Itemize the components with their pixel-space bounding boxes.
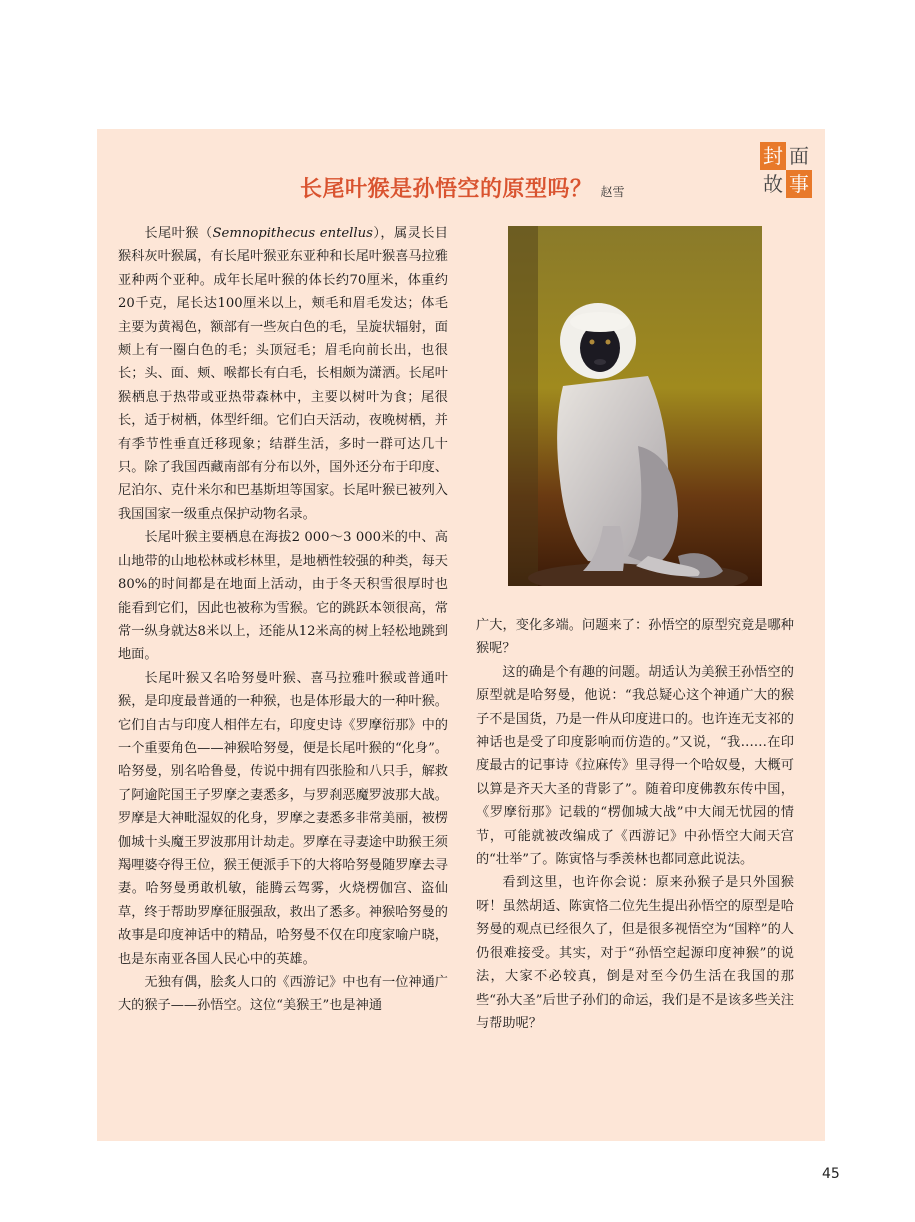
article-column-right bbox=[476, 614, 794, 1035]
article-column-left bbox=[118, 222, 448, 1018]
scientific-name: Semnopithecus entellus bbox=[212, 226, 373, 241]
monkey-illustration bbox=[508, 226, 762, 586]
article-author: 赵雪 bbox=[600, 185, 625, 199]
article-header bbox=[300, 172, 680, 208]
paragraph-5: 这的确是个有趣的问题。胡适认为美猴王孙悟空的原型就是哈努曼，他说：“我总疑心这个神通广大的猴子不是国货，乃是一件从印度进口的。也许连无支祁的神话也是受了印度影响而仿造的。”又说，“我……在印度最古的记事诗《拉麻传》里寻得一个哈奴曼，大概可以算是齐天大圣的背影了”。随着印度佛教东传中国，《罗摩衍那》记载的“楞伽城大战”中大闹无忧园的情节，可能就被改编成了《西游记》中孙悟空大闹天宫的“壮举”了。陈寅恪与季羡林也都同意此说法。 bbox=[476, 664, 794, 868]
paragraph-6: 看到这里，也许你会说：原来孙猴子是只外国猴呀！虽然胡适、陈寅恪二位先生提出孙悟空的原型是哈努曼的观点已经很久了，但是很多视悟空为“国粹”的人仍很难接受。其实，对于“孙悟空起源印度神猴”的说法，大家不必较真，倒是对至今仍生活在我国的那些“孙大圣”后世子孙们的命运，我们是不是该多些关注与帮助呢？ bbox=[476, 875, 794, 1031]
paragraph-1-body: ），属灵长目猴科灰叶猴属，有长尾叶猴亚东亚种和长尾叶猴喜马拉雅亚种两个亚种。成年长尾叶猴的体长约70厘米，体重约20千克，尾长达100厘米以上，颊毛和眉毛发达；体毛主要为黄褐色，额部有一些灰白色的毛，呈旋状辐射，面颊上有一圈白色的毛；头顶冠毛；眉毛向前长出，也很长；头、面、颊、喉都长有白毛，长相颇为潇洒。长尾叶猴栖息于热带或亚热带森林中，主要以树叶为食；尾很长，适于树栖，体型纤细。它们白天活动，夜晚树栖，并有季节性垂直迁移现象；结群生活，多时一群可达几十只。除了我国西藏南部有分布以外，国外还分布于印度、尼泊尔、克什米尔和巴基斯坦等国家。长尾叶猴已被列入我国国家一级重点保护动物名录。 bbox=[118, 226, 448, 522]
cover-story-badge bbox=[760, 142, 812, 198]
langur-photo bbox=[508, 226, 762, 586]
badge-char-1: 封 bbox=[760, 142, 786, 170]
paragraph-2: 长尾叶猴主要栖息在海拔2 000～3 000米的中、高山地带的山地松林或杉林里，是地栖性较强的种类，每天80%的时间都是在地面上活动，由于冬天积雪很厚时也能看到它们，因此也被称为雪猴。它的跳跃本领很高，常常一纵身就达8米以上，还能从12米高的树上轻松地跳到地面。 bbox=[118, 530, 448, 663]
badge-char-2: 面 bbox=[789, 144, 809, 168]
paragraph-4-continued: 广大，变化多端。问题来了：孙悟空的原型究竟是哪种猴呢？ bbox=[476, 618, 794, 657]
badge-char-4: 事 bbox=[786, 170, 812, 198]
article-title: 长尾叶猴是孙悟空的原型吗？ bbox=[300, 177, 593, 202]
page-number: 45 bbox=[822, 1166, 840, 1182]
badge-char-3: 故 bbox=[763, 172, 783, 196]
paragraph-4: 无独有偶，脍炙人口的《西游记》中也有一位神通广大的猴子——孙悟空。这位“美猴王”也是神通 bbox=[118, 975, 448, 1014]
paragraph-1-start: 长尾叶猴（ bbox=[144, 226, 213, 241]
paragraph-1 bbox=[118, 222, 448, 526]
paragraph-3: 长尾叶猴又名哈努曼叶猴、喜马拉雅叶猴或普通叶猴，是印度最普通的一种猴，也是体形最大的一种叶猴。它们自古与印度人相伴左右，印度史诗《罗摩衍那》中的一个重要角色——神猴哈努曼，便是长尾叶猴的“化身”。哈努曼，别名哈鲁曼，传说中拥有四张脸和八只手，解救了阿逾陀国王子罗摩之妻悉多，与罗刹恶魔罗波那大战。罗摩是大神毗湿奴的化身，罗摩之妻悉多非常美丽，被楞伽城十头魔王罗波那用计劫走。罗摩在寻妻途中助猴王须羯哩婆夺得王位，猴王便派手下的大将哈努曼随罗摩去寻妻。哈努曼勇敢机敏，能腾云驾雾，火烧楞伽宫、盗仙草，终于帮助罗摩征服强敌，救出了悉多。神猴哈努曼的故事是印度神话中的精品，哈努曼不仅在印度家喻户晓，也是东南亚各国人民心中的英雄。 bbox=[118, 670, 448, 967]
